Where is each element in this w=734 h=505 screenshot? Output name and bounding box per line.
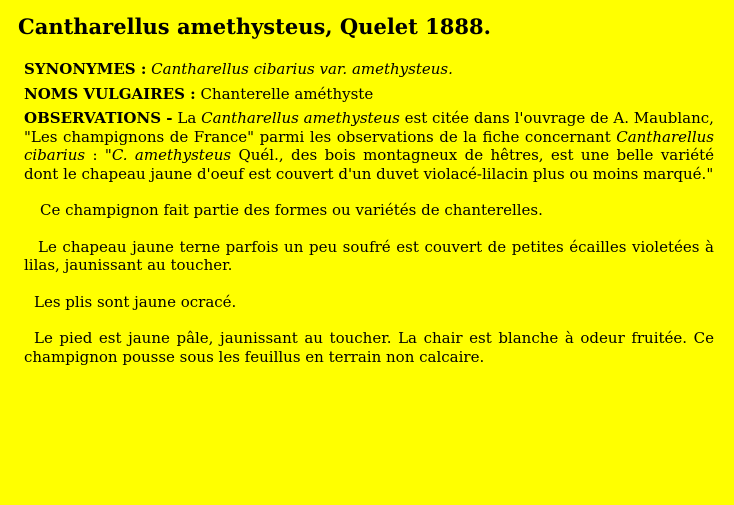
obs-species-cibarius: Cantharellus cibarius — [24, 127, 714, 164]
synonymes-value: Cantharellus cibarius var. amethysteus. — [151, 60, 453, 78]
observation-forms: Ce champignon fait partie des formes ou variétés de chanterelles. — [40, 201, 543, 219]
obs-text-3: : " — [92, 146, 112, 164]
page-title: Cantharellus amethysteus, Quelet 1888. — [18, 14, 491, 39]
obs-text-2: est citée dans l'ouvrage de A. Maublanc, "Les champignons de France" parmi les observations de la fiche concernant — [24, 109, 714, 146]
obs-text-1: La — [177, 109, 197, 127]
noms-vulgaires-label: NOMS VULGAIRES : — [24, 84, 196, 103]
obs-species-name: Cantharellus amethysteus — [201, 109, 400, 127]
synonymes-label: SYNONYMES : — [24, 60, 147, 78]
main-content — [24, 60, 714, 366]
observation-pied: Le pied est jaune pâle, jaunissant au toucher. La chair est blanche à odeur fruitée. Ce champignon pousse sous les feuillus en terrain non calcaire. — [24, 329, 714, 366]
observation-chapeau: Le chapeau jaune terne parfois un peu soufré est couvert de petites écailles violetées à lilas, jaunissant au toucher. — [24, 237, 714, 274]
observations-paragraph — [24, 109, 714, 183]
noms-vulgaires-line — [24, 85, 714, 104]
synonymes-line — [24, 60, 714, 79]
obs-species-abbrev: C. amethysteus — [111, 146, 232, 164]
observations-label: OBSERVATIONS - — [24, 109, 173, 127]
observation-plis: Les plis sont jaune ocracé. — [34, 292, 237, 311]
noms-vulgaires-value: Chanterelle améthyste — [200, 84, 374, 103]
obs-text-4: Quél., des bois montagneux de hêtres, est une belle variété dont le chapeau jaune d'oeuf est couvert d'un duvet violacé-lilacin plus ou moins marqué." — [24, 146, 714, 183]
